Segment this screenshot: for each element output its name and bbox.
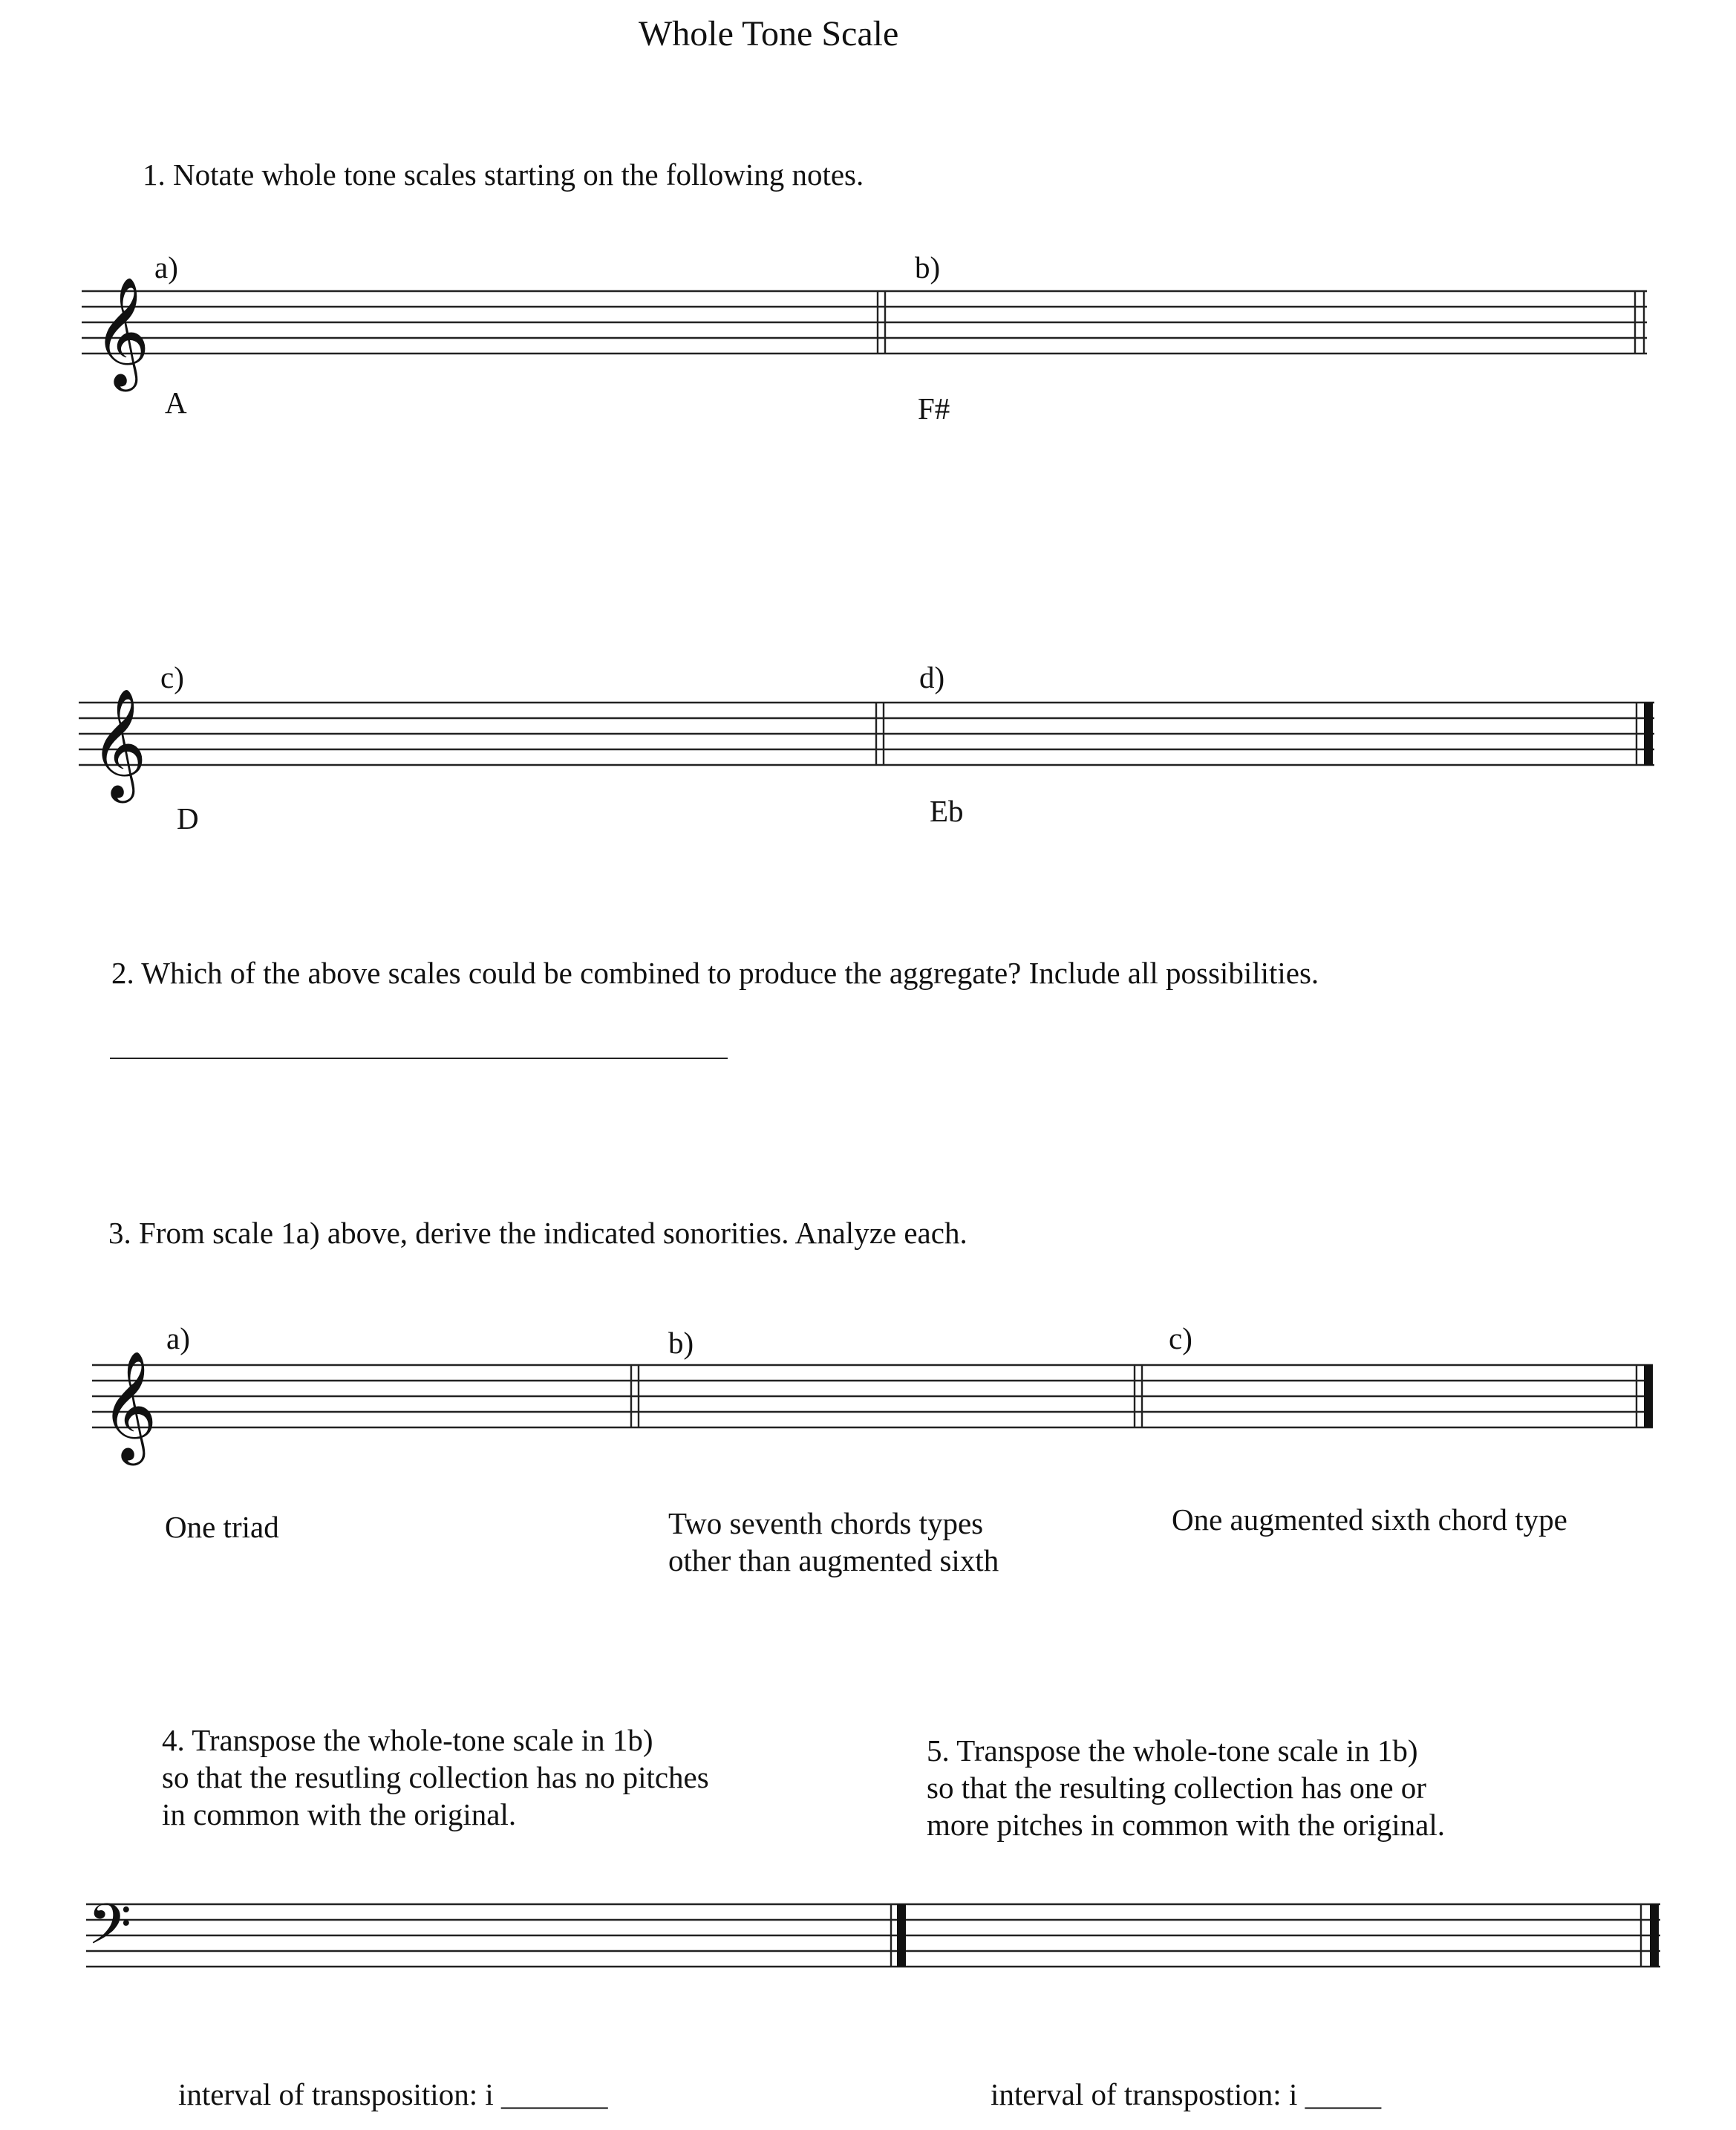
q3-item-b-caption: Two seventh chords types other than augmented sixth: [668, 1506, 999, 1578]
q1-item-d-label: d): [919, 660, 945, 694]
thick-barline: [897, 1904, 906, 1967]
staff-q1-ab[interactable]: [82, 291, 1647, 354]
page-title: Whole Tone Scale: [639, 14, 899, 53]
staff-q4-q5[interactable]: [86, 1904, 1660, 1967]
q4-answer-label[interactable]: interval of transposition: i _______: [178, 2077, 608, 2111]
q1-item-a-note: A: [165, 385, 187, 420]
treble-clef-icon: 𝄞: [101, 1350, 157, 1461]
final-barline: [1644, 1365, 1653, 1427]
q2-prompt: 2. Which of the above scales could be combined to produce the aggregate? Include all possibilities.: [111, 956, 1319, 990]
q4-prompt: 4. Transpose the whole-tone scale in 1b) so that the resutling collection has no pitches in common with the original.: [162, 1723, 709, 1832]
q3-prompt: 3. From scale 1a) above, derive the indicated sonorities. Analyze each.: [108, 1216, 967, 1250]
q1-item-a-label: a): [154, 250, 178, 284]
q1-item-c-note: D: [177, 801, 199, 836]
q3-item-b-label: b): [668, 1326, 694, 1360]
q3-item-a-label: a): [166, 1321, 190, 1355]
final-barline: [1644, 703, 1653, 765]
staff-q1-cd[interactable]: [79, 703, 1654, 765]
staff-q3[interactable]: [92, 1365, 1653, 1427]
final-barline: [1650, 1904, 1659, 1967]
q1-item-c-label: c): [160, 660, 184, 694]
q3-item-a-caption: One triad: [165, 1510, 279, 1544]
q3-item-c-caption: One augmented sixth chord type: [1172, 1502, 1567, 1537]
q3-item-c-label: c): [1169, 1321, 1192, 1355]
treble-clef-icon: 𝄞: [91, 688, 147, 798]
q1-prompt: 1. Notate whole tone scales starting on the following notes.: [143, 157, 864, 192]
q5-answer-label[interactable]: interval of transpostion: i _____: [991, 2077, 1382, 2111]
q1-item-d-note: Eb: [930, 794, 964, 828]
q5-prompt: 5. Transpose the whole-tone scale in 1b) so that the resulting collection has one or more pitches in common with the original.: [927, 1733, 1446, 1843]
bass-clef-icon: 𝄢: [88, 1892, 132, 1971]
q1-item-b-note: F#: [918, 391, 950, 426]
q1-item-b-label: b): [915, 250, 941, 284]
treble-clef-icon: 𝄞: [94, 276, 150, 387]
